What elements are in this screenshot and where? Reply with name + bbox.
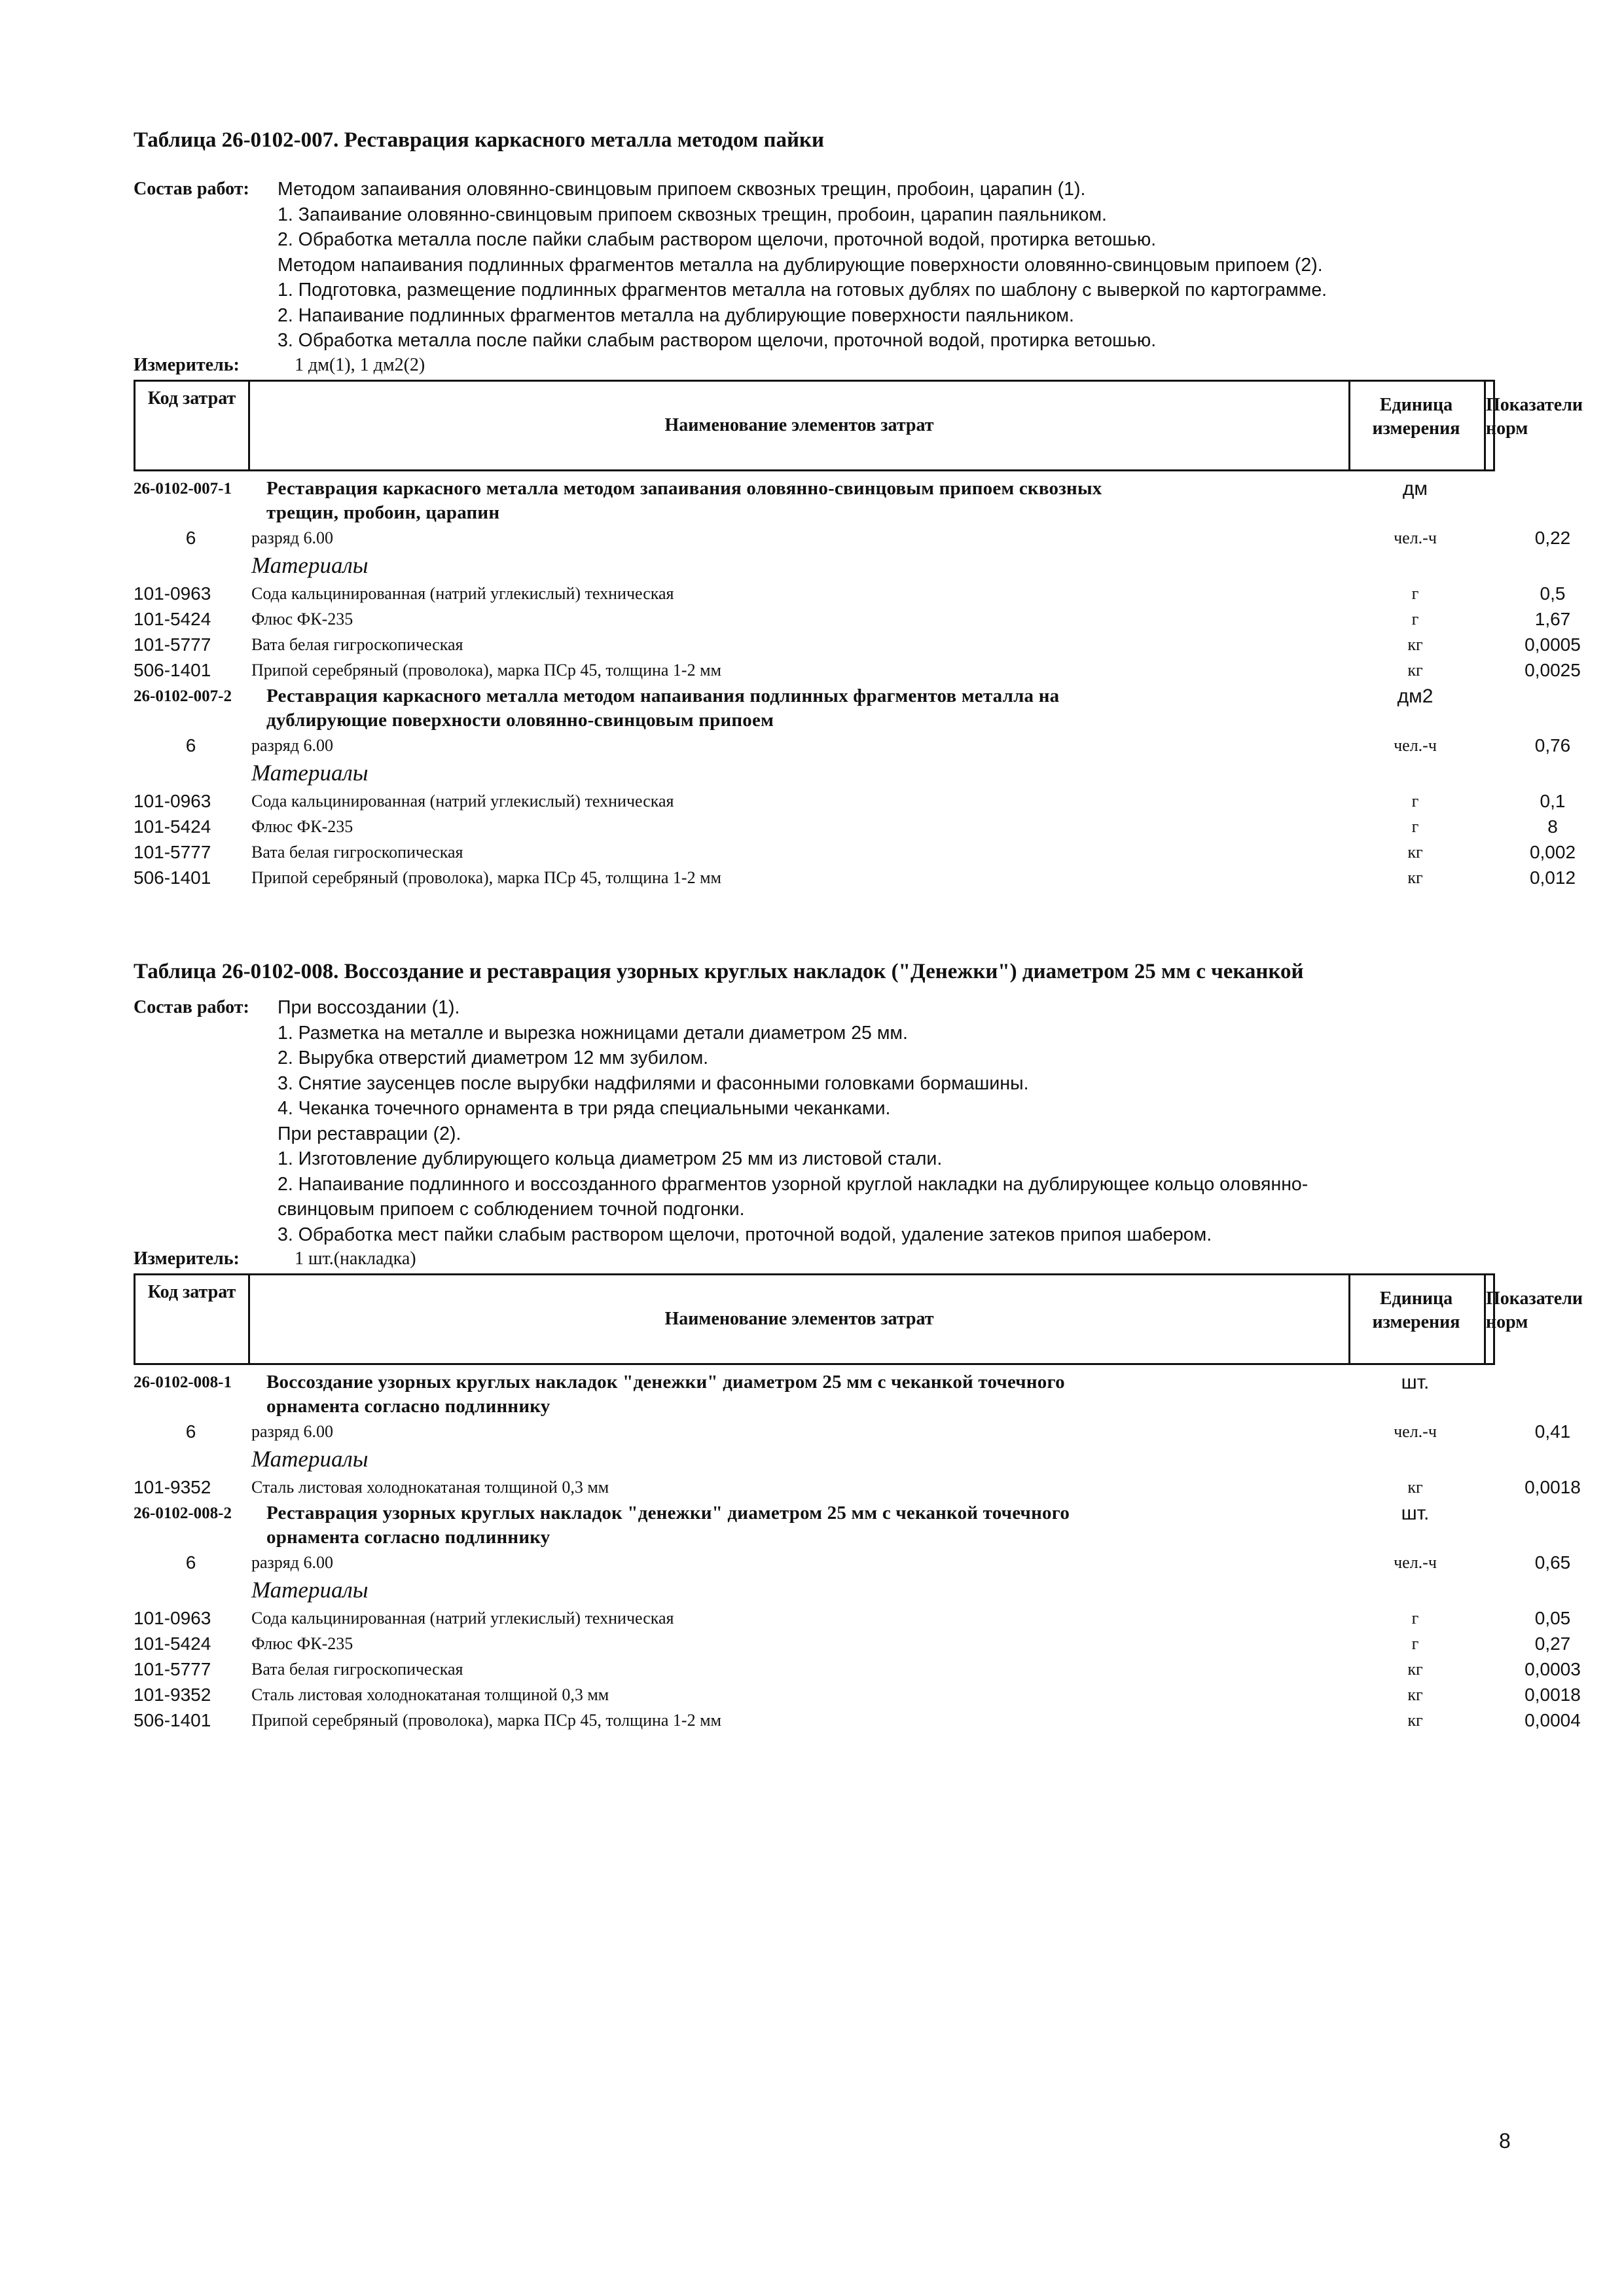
work-line: 1. Запаивание оловянно-свинцовым припоем сквозных трещин, пробоин, царапин паяльником. — [278, 204, 1107, 225]
measure-value: 1 дм(1), 1 дм2(2) — [295, 354, 425, 375]
material-row — [134, 1631, 1571, 1656]
grade-value: 0,65 — [1534, 1552, 1571, 1573]
material-value: 0,0018 — [1525, 1685, 1581, 1705]
position-name — [266, 477, 1327, 525]
material-code: 101-0963 — [134, 790, 211, 811]
header-norm — [1486, 1275, 1583, 1363]
material-unit: кг — [1407, 842, 1423, 862]
material-name: Припой серебряный (проволока), марка ПСр 45, толщина 1-2 мм — [251, 1711, 721, 1730]
material-name: Флюс ФК-235 — [251, 609, 353, 629]
material-code: 101-9352 — [134, 1685, 211, 1705]
material-value: 0,002 — [1529, 841, 1576, 862]
header-norm-line: Показатели — [1486, 1288, 1583, 1309]
position-code: 26-0102-007-2 — [134, 687, 232, 705]
material-row — [134, 1707, 1581, 1733]
materials-heading — [134, 1444, 1495, 1474]
grade-unit: чел.-ч — [1394, 735, 1437, 755]
table-header — [134, 1273, 1583, 1365]
measure-unit — [134, 1247, 1495, 1271]
position-row — [134, 475, 1495, 525]
work-line: свинцовым припоем с соблюдением точной подгонки. — [278, 1199, 745, 1220]
position-name-line: Реставрация каркасного металла методом напаивания подлинных фрагментов металла на — [266, 685, 1060, 706]
material-unit: кг — [1407, 634, 1423, 654]
work-composition-label: Состав работ: — [134, 997, 249, 1017]
material-code: 101-5424 — [134, 816, 211, 837]
table-section-007 — [134, 126, 1583, 890]
materials-heading — [134, 1575, 1495, 1605]
material-value: 0,1 — [1540, 790, 1566, 811]
material-unit: кг — [1407, 1711, 1423, 1730]
grade-name: разряд 6.00 — [251, 1553, 333, 1572]
work-line: 2. Напаивание подлинного и воссозданного фрагментов узорной круглой накладки на дублирующее кольцо оловянно- — [278, 1173, 1308, 1195]
material-code: 101-5777 — [134, 841, 211, 862]
material-unit: г — [1411, 1634, 1419, 1653]
work-line: 3. Обработка металла после пайки слабым раствором щелочи, проточной водой, протирка ветошью. — [278, 330, 1157, 351]
material-unit: г — [1411, 791, 1419, 811]
position-name-line: дублирующие поверхности оловянно-свинцовым припоем — [266, 709, 774, 731]
work-line: Методом напаивания подлинных фрагментов металла на дублирующие поверхности оловянно-свинцовым припоем (2). — [278, 254, 1323, 276]
materials-label: Материалы — [251, 759, 369, 786]
material-value: 0,05 — [1534, 1608, 1571, 1628]
materials-heading — [134, 758, 1495, 788]
work-composition — [134, 177, 1495, 354]
header-unit-line: Единица — [1379, 394, 1453, 415]
material-value: 8 — [1547, 816, 1558, 837]
material-row — [134, 1474, 1581, 1500]
work-line: 3. Снятие заусенцев после вырубки надфилями и фасонными головками бормашины. — [278, 1072, 1029, 1094]
grade-unit: чел.-ч — [1394, 1553, 1437, 1572]
grade-row — [134, 1419, 1571, 1444]
material-unit: кг — [1407, 1685, 1423, 1704]
position-name-line: Воссоздание узорных круглых накладок "денежки" диаметром 25 мм с чеканкой точечного — [266, 1372, 1065, 1393]
header-unit — [1348, 1275, 1486, 1363]
material-unit: г — [1411, 609, 1419, 629]
material-code: 101-5777 — [134, 1659, 211, 1679]
material-unit: кг — [1407, 867, 1423, 887]
material-row — [134, 865, 1576, 890]
grade-code: 6 — [185, 735, 196, 756]
measure-unit — [134, 354, 1495, 377]
header-norm — [1486, 382, 1583, 469]
work-line: 4. Чеканка точечного орнамента в три ряда специальными чеканками. — [278, 1098, 891, 1119]
grade-row — [134, 1550, 1571, 1575]
materials-label: Материалы — [251, 552, 369, 578]
measure-value: 1 шт.(накладка) — [295, 1248, 416, 1269]
grade-unit: чел.-ч — [1394, 528, 1437, 547]
material-row — [134, 788, 1566, 814]
table-body — [134, 1369, 1581, 1733]
grade-unit: чел.-ч — [1394, 1422, 1437, 1441]
material-name: Вата белая гигроскопическая — [251, 842, 463, 862]
work-composition-lines — [278, 177, 1495, 354]
material-name: Флюс ФК-235 — [251, 816, 353, 836]
material-row — [134, 1656, 1581, 1682]
work-line: При воссоздании (1). — [278, 997, 460, 1018]
grade-name: разряд 6.00 — [251, 735, 333, 755]
work-line: 1. Подготовка, размещение подлинных фрагментов металла на готовых дублях по шаблону с выверкой по картограмме. — [278, 280, 1327, 301]
work-line: 2. Вырубка отверстий диаметром 12 мм зубилом. — [278, 1048, 709, 1068]
position-unit: дм2 — [1397, 685, 1434, 707]
position-code: 26-0102-008-1 — [134, 1374, 232, 1391]
material-unit: г — [1411, 816, 1419, 836]
grade-value: 0,41 — [1534, 1421, 1571, 1442]
material-name: Сталь листовая холоднокатаная толщиной 0,3 мм — [251, 1478, 609, 1497]
work-composition-lines — [278, 995, 1495, 1247]
position-name-line: Реставрация каркасного металла методом запаивания оловянно-свинцовым припоем сквозных — [266, 477, 1102, 499]
material-row — [134, 1605, 1571, 1631]
material-code: 101-9352 — [134, 1477, 211, 1497]
table-body — [134, 475, 1581, 890]
material-code: 101-0963 — [134, 583, 211, 604]
position-name — [266, 1501, 1327, 1550]
work-composition — [134, 995, 1495, 1247]
position-row — [134, 1500, 1495, 1550]
material-value: 1,67 — [1534, 608, 1571, 629]
position-name — [266, 1370, 1327, 1419]
material-name: Флюс ФК-235 — [251, 1634, 353, 1653]
position-name-line: Реставрация узорных круглых накладок "денежки" диаметром 25 мм с чеканкой точечного — [266, 1503, 1070, 1523]
position-name — [266, 684, 1327, 733]
position-row — [134, 1369, 1495, 1419]
header-unit-line: измерения — [1372, 418, 1460, 439]
material-unit: кг — [1407, 1478, 1423, 1497]
header-code: Код затрат — [135, 1275, 250, 1363]
header-unit-line: измерения — [1372, 1312, 1460, 1332]
material-code: 101-0963 — [134, 1608, 211, 1628]
material-row — [134, 581, 1566, 606]
work-line: 1. Изготовление дублирующего кольца диаметром 25 мм из листовой стали. — [278, 1148, 943, 1169]
position-name-line: орнамента согласно подлиннику — [266, 1527, 550, 1548]
header-code: Код затрат — [135, 382, 250, 469]
material-name: Сода кальцинированная (натрий углекислый) техническая — [251, 583, 674, 603]
grade-name: разряд 6.00 — [251, 528, 333, 547]
page-number: 8 — [1499, 2129, 1511, 2153]
material-code: 506-1401 — [134, 867, 211, 888]
grade-value: 0,76 — [1534, 735, 1571, 756]
material-value: 0,0003 — [1525, 1659, 1581, 1679]
material-unit: кг — [1407, 1660, 1423, 1679]
material-code: 506-1401 — [134, 659, 211, 680]
work-line: При реставрации (2). — [278, 1123, 461, 1144]
position-name-line: трещин, пробоин, царапин — [266, 501, 500, 523]
material-name: Сода кальцинированная (натрий углекислый) техническая — [251, 1609, 674, 1628]
header-norm-line: Показатели — [1486, 394, 1583, 415]
material-row — [134, 657, 1581, 683]
measure-label: Измеритель: — [134, 1248, 240, 1269]
materials-heading — [134, 551, 1495, 581]
material-name: Припой серебряный (проволока), марка ПСр 45, толщина 1-2 мм — [251, 660, 721, 680]
header-norm-line: норм — [1486, 1312, 1528, 1332]
material-code: 506-1401 — [134, 1710, 211, 1730]
material-value: 0,0004 — [1525, 1710, 1581, 1730]
position-name-line: орнамента согласно подлиннику — [266, 1396, 550, 1417]
position-unit: шт. — [1401, 1503, 1430, 1524]
work-line: Методом запаивания оловянно-свинцовым припоем сквозных трещин, пробоин, царапин (1). — [278, 179, 1086, 200]
material-name: Припой серебряный (проволока), марка ПСр 45, толщина 1-2 мм — [251, 867, 721, 887]
material-name: Сода кальцинированная (натрий углекислый) техническая — [251, 791, 674, 811]
material-unit: г — [1411, 1609, 1419, 1628]
material-name: Вата белая гигроскопическая — [251, 634, 463, 654]
material-name: Сталь листовая холоднокатаная толщиной 0,3 мм — [251, 1685, 609, 1704]
material-value: 0,012 — [1529, 867, 1576, 888]
work-composition-label: Состав работ: — [134, 179, 249, 199]
materials-label: Материалы — [251, 1577, 369, 1603]
work-line: 1. Разметка на металле и вырезка ножницами детали диаметром 25 мм. — [278, 1022, 908, 1044]
position-unit: дм — [1402, 477, 1428, 500]
grade-value: 0,22 — [1534, 527, 1571, 548]
table-header — [134, 380, 1583, 471]
material-row — [134, 632, 1581, 657]
grade-code: 6 — [185, 1421, 196, 1442]
material-row — [134, 839, 1576, 865]
material-code: 101-5424 — [134, 608, 211, 629]
material-value: 0,0005 — [1525, 634, 1581, 655]
work-line: 3. Обработка мест пайки слабым раствором щелочи, проточной водой, удаление затеков припоя шабером. — [278, 1224, 1212, 1245]
header-unit-line: Единица — [1379, 1288, 1453, 1309]
material-name: Вата белая гигроскопическая — [251, 1660, 463, 1679]
material-row — [134, 1682, 1581, 1707]
material-unit: г — [1411, 583, 1419, 603]
position-code: 26-0102-007-1 — [134, 479, 232, 498]
material-code: 101-5424 — [134, 1633, 211, 1654]
material-value: 0,0025 — [1525, 659, 1581, 680]
material-unit: кг — [1407, 660, 1423, 680]
grade-code: 6 — [185, 1552, 196, 1573]
work-line: 2. Обработка металла после пайки слабым раствором щелочи, проточной водой, протирка ветошью. — [278, 229, 1157, 250]
grade-code: 6 — [185, 527, 196, 548]
material-row — [134, 606, 1571, 632]
header-unit — [1348, 382, 1486, 469]
material-row — [134, 814, 1558, 839]
header-name: Наименование элементов затрат — [250, 382, 1350, 469]
measure-label: Измеритель: — [134, 354, 240, 375]
work-line: 2. Напаивание подлинных фрагментов металла на дублирующие поверхности паяльником. — [278, 304, 1074, 326]
material-code: 101-5777 — [134, 634, 211, 655]
table-section-008 — [134, 957, 1583, 1733]
material-value: 0,5 — [1540, 583, 1566, 604]
position-row — [134, 683, 1495, 733]
header-norm-line: норм — [1486, 418, 1528, 439]
header-name: Наименование элементов затрат — [250, 1275, 1350, 1363]
material-value: 0,27 — [1534, 1633, 1571, 1654]
position-unit: шт. — [1401, 1372, 1430, 1393]
position-code: 26-0102-008-2 — [134, 1504, 232, 1522]
material-value: 0,0018 — [1525, 1477, 1581, 1497]
table-title: Таблица 26-0102-007. Реставрация каркасного металла методом пайки — [134, 128, 825, 152]
table-title: Таблица 26-0102-008. Воссоздание и реставрация узорных круглых накладок ("Денежки") диаметром 25 мм с чеканкой — [134, 960, 1304, 983]
grade-name: разряд 6.00 — [251, 1422, 333, 1441]
materials-label: Материалы — [251, 1446, 369, 1472]
grade-row — [134, 733, 1571, 758]
grade-row — [134, 525, 1571, 551]
